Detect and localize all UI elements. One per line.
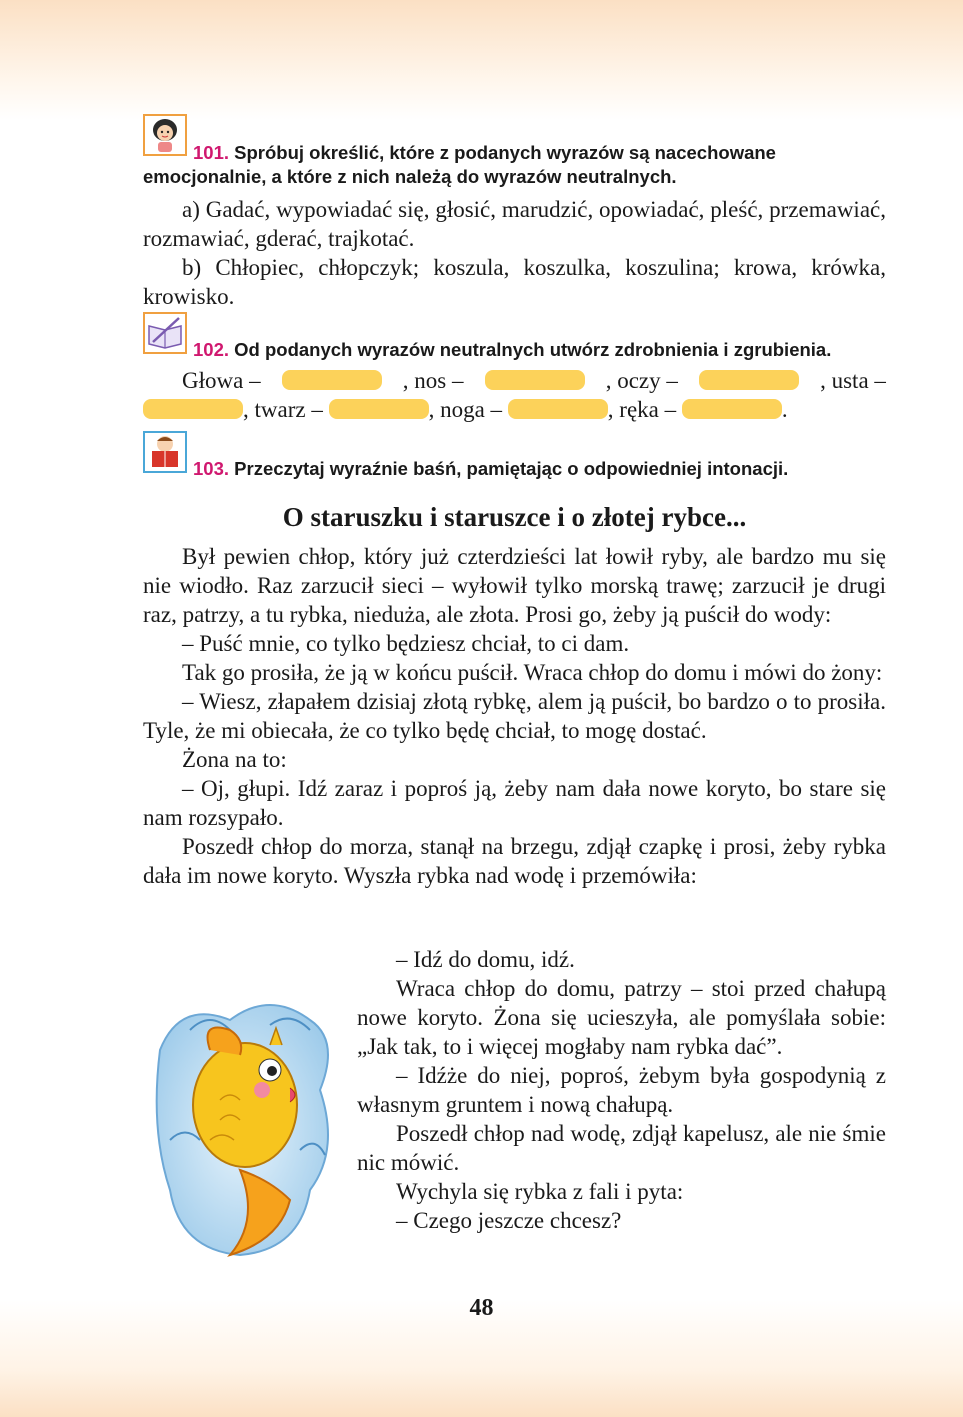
story-paragraph: Wychyla się rybka z fali i pyta: xyxy=(396,1179,684,1204)
story-title: O staruszku i staruszce i o złotej rybce... xyxy=(282,502,747,532)
word-twarz: , twarz – xyxy=(243,397,323,422)
word-glowa: Głowa – xyxy=(182,368,261,393)
answer-blank[interactable] xyxy=(508,399,608,419)
story-body xyxy=(143,542,886,890)
story-paragraph: Wraca chłop do domu, patrzy – stoi przed chałupą nowe koryto. Żona się ucieszyła, ale pomyślała sobie: „Jak tak, to i więcej mogłaby nam rybka dać”. xyxy=(357,976,886,1059)
sentence-end: . xyxy=(781,397,788,422)
answer-blank[interactable] xyxy=(329,399,429,419)
task-103 xyxy=(143,457,886,481)
story-paragraph: – Oj, głupi. Idź zaraz i poproś ją, żeby nam dała nowe koryto, bo stare się nam rozsypało. xyxy=(143,776,886,830)
story-paragraph: Był pewien chłop, który już czterdzieści lat łowił ryby, ale bardzo mu się nie wiodło. Raz zarzucił sieci – wyłowił tylko morską trawę; zarzucił je drugi raz, patrzy, a tu rybka, nieduża, ale złota. Prosi go, żeby ją puścił do wody: xyxy=(143,544,886,627)
story-paragraph: – Czego jeszcze chcesz? xyxy=(396,1208,622,1233)
word-oczy: , oczy – xyxy=(605,368,678,393)
answer-blank[interactable] xyxy=(682,399,782,419)
task-instruction: Przeczytaj wyraźnie baśń, pamiętając o odpowiedniej intonacji. xyxy=(234,458,789,479)
task-102 xyxy=(143,338,886,424)
task-number: 102. xyxy=(193,339,230,360)
story-paragraph: – Idź do domu, idź. xyxy=(396,947,575,972)
task-101 xyxy=(143,141,886,311)
answer-blank[interactable] xyxy=(485,370,585,390)
story-paragraph: Poszedł chłop nad wodę, zdjął kapelusz, ale nie śmie nic mówić. xyxy=(357,1121,886,1175)
word-list-a: a) Gadać, wypowiadać się, głosić, marudzić, opowiadać, pleść, przemawiać, rozmawiać, gderać, trajkotać. xyxy=(143,197,886,251)
word-reka: , ręka – xyxy=(607,397,677,422)
story-paragraph: – Puść mnie, co tylko będziesz chciał, to ci dam. xyxy=(182,631,630,656)
story-body-continued xyxy=(357,945,886,1235)
story-paragraph: – Wiesz, złapałem dzisiaj złotą rybkę, alem ją puścił, bo bardzo o to prosiła. Tyle, że mi obiecała, że co tylko będę chciał, to mogę dostać. xyxy=(143,689,886,743)
task-number: 103. xyxy=(193,458,230,479)
story-paragraph: Poszedł chłop do morza, stanął na brzegu, zdjął czapkę i prosi, żeby rybka dała im nowe koryto. Wyszła rybka nad wodę i przemówiła: xyxy=(143,834,886,888)
word-list-b: b) Chłopiec, chłopczyk; koszula, koszulka, koszulina; krowa, krówka, krowisko. xyxy=(143,255,886,309)
task-instruction: Spróbuj określić, które z podanych wyrazów są nacechowane emocjonalnie, a które z nich należą do wyrazów neutralnych. xyxy=(143,142,776,187)
task-instruction: Od podanych wyrazów neutralnych utwórz zdrobnienia i zgrubienia. xyxy=(234,339,832,360)
story-paragraph: – Idźże do niej, poproś, żebym była gospodynią z własnym gruntem i nową chałupą. xyxy=(357,1063,886,1117)
answer-blank[interactable] xyxy=(699,370,799,390)
word-usta: , usta – xyxy=(820,368,886,393)
answer-blank[interactable] xyxy=(282,370,382,390)
word-noga: , noga – xyxy=(428,397,503,422)
answer-blank[interactable] xyxy=(143,399,243,419)
page-number: 48 xyxy=(469,1295,494,1321)
word-nos: , nos – xyxy=(402,368,464,393)
task-number: 101. xyxy=(193,142,230,163)
story-paragraph: Tak go prosiła, że ją w końcu puścił. Wraca chłop do domu i mówi do żony: xyxy=(182,660,883,685)
golden-fish-illustration xyxy=(150,990,340,1265)
story-paragraph: Żona na to: xyxy=(182,747,287,772)
